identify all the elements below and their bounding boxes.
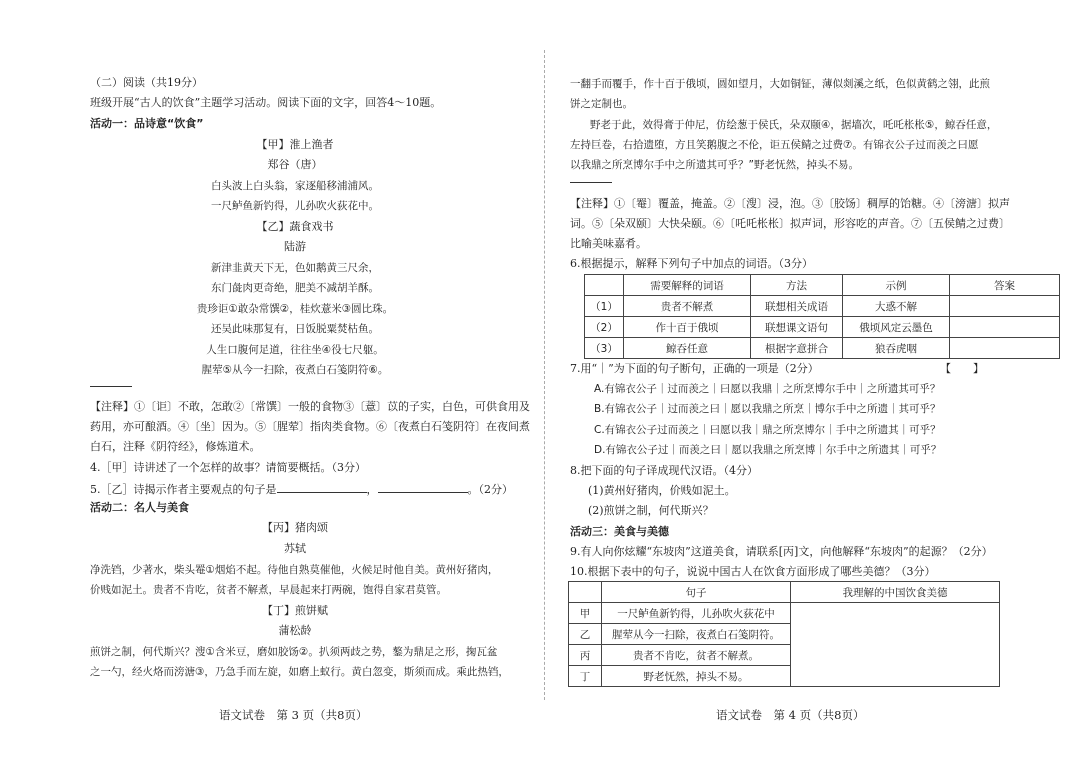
method-cell: 联想课文语句 [751,317,843,338]
bing-author: 苏轼 [284,542,306,555]
table-row [585,296,1060,317]
bing-title: 【丙】猪肉颂 [262,521,328,534]
note-line: 药用，亦可酿酒。④〔坐〕因为。⑤〔腥荤〕指肉类食物。⑥〔夜煮白石笺阴符〕在夜间煮 [90,420,530,433]
table-row [569,603,1000,624]
table-header-cell: 方法 [751,275,843,296]
question-8-item: (2)煎饼之制，何代斯兴？ [588,504,714,517]
note-line: 【注释】①〔讵〕不敢，怎敢②〔常馔〕一般的食物③〔薏〕苡的子实，白色，可供食用及 [90,400,530,413]
table-header-cell: 答案 [950,275,1060,296]
example-cell: 狼吞虎咽 [843,338,950,359]
activity-1-heading: 活动一：品诗意“饮食” [90,117,204,130]
bing-text-line: 净洗铛，少著水，柴头罨①烟焰不起。待他自熟莫催他，火候足时他自美。黄州好猪肉， [90,564,499,576]
ding-text-line: 煎饼之制，何代斯兴？溲①含米豆，磨如胶饧②。扒须两歧之势，鏊为鼎足之形，掬瓦盆 [90,646,498,658]
poem-yi-line: 人生口腹何足道，往往坐④役七尺躯。 [206,344,384,356]
word-cell: 鲸吞任意 [624,338,751,359]
ding-author: 蒲松龄 [278,624,312,637]
table-header-cell: 需要解释的词语 [624,275,751,296]
page-footer: 语文试卷 第 4 页（共8页） [716,708,865,722]
ding-para2-line: 野老于此，效得膏于仲尼，仿绘葱于侯氏，朵双颐④，据墙次，吒吒枨枨⑤，鲸吞任意， [590,119,998,131]
poem-yi-line: 还吴此味那复有，日饭脱粟焚枯鱼。 [211,323,379,335]
sentence-cell: 腥荤从今一扫除，夜煮白石笺阴符。 [602,624,791,645]
note-line: 词。⑤〔朵双颐〕大快朵颐。⑥〔吒吒枨枨〕拟声词，形容吃的声音。⑦〔五侯鲭之过费〕 [570,217,1010,230]
note-line: 【注释】①〔罨〕覆盖，掩盖。②〔溲〕浸，泡。③〔胶饧〕稠厚的饴糖。④〔滂溏〕拟声 [570,197,1010,210]
ding-para2-line: 以我鼎之所烹博尔手中之所遗其可乎？”野老怃然，掉头不易。 [570,159,859,171]
option-d[interactable]: D.有锦衣公子过｜而羡之曰｜愿以我鼎之所烹博｜尔手中之所遗其｜可乎？ [594,444,942,456]
virtue-answer-cell[interactable] [791,603,1000,687]
option-a[interactable]: A.有锦衣公子｜过而羡之｜曰愿以我鼎｜之所烹博尔手中｜之所遗其可乎？ [594,383,941,395]
row-number: （2） [585,317,624,338]
table-header-cell: 示例 [843,275,950,296]
method-cell: 根据字意拼合 [751,338,843,359]
answer-cell[interactable] [950,338,1060,359]
ding-title: 【丁】煎饼赋 [262,604,328,617]
section-title: （二）阅读（共19分） [90,76,203,89]
answer-cell[interactable] [950,317,1060,338]
poem-jia-line: 白头波上白头翁，家逐船移浦浦风。 [211,180,379,192]
row-number: （3） [585,338,624,359]
table-header-cell: 句子 [602,582,791,603]
question-8-item: (1)黄州好猪肉，价贱如泥土。 [588,484,736,497]
ding-para2-line: 左持巨卷，右拾遗堕，方且笑鹅腹之不伦，讵五侯鲭之过费⑦。有锦衣公子过而羡之曰愿 [570,139,979,151]
poem-yi-line: 腥荤⑤从今一扫除，夜煮白石笺阴符⑥。 [201,364,389,376]
question-8: 8.把下面的句子译成现代汉语。（4分） [570,464,758,477]
poem-jia-line: 一尺鲈鱼新钓得，儿孙吹火荻花中。 [211,200,379,212]
intro-text: 班级开展“古人的饮食”主题学习活动。阅读下面的文字，回答4～10题。 [90,96,442,109]
table-row [585,317,1060,338]
activity-3-heading: 活动三：美食与美德 [570,525,669,538]
ding-cont-line: 饼之定制也。 [570,98,633,110]
sentence-cell: 一尺鲈鱼新钓得，儿孙吹火荻花中 [602,603,791,624]
row-label: 甲 [569,603,602,624]
question-5 [90,482,513,497]
table-header-row [569,582,1000,603]
poem-yi-author: 陆游 [284,240,306,253]
bing-text-line: 价贱如泥土。贵者不肯吃，贫者不解煮，早晨起来打两碗，饱得自家君莫管。 [90,584,447,596]
row-number: （1） [585,296,624,317]
poem-yi-line: 新津韭黄天下无，色如鹅黄三尺余， [211,262,379,274]
question-5-separator: ， [366,483,378,496]
poem-jia-title: 【甲】淮上渔者 [256,138,334,151]
note-separator [90,386,132,387]
answer-cell[interactable] [950,296,1060,317]
row-label: 乙 [569,624,602,645]
question-4: 4.［甲］诗讲述了一个怎样的故事？请简要概括。（3分） [90,461,366,474]
vocab-table [584,274,1060,359]
table-header-row [585,275,1060,296]
sentence-cell: 野老怃然，掉头不易。 [602,666,791,687]
poem-yi-line: 贵珍讵①敢杂常馔②，桂炊薏米③圆比珠。 [196,303,394,315]
table-row [585,338,1060,359]
option-c[interactable]: C.有锦衣公子过而羡之｜曰愿以我｜鼎之所烹博尔｜手中之所遗其｜可乎？ [594,424,941,436]
method-cell: 联想相关成语 [751,296,843,317]
table-header-cell [569,582,602,603]
question-6: 6.根据提示，解释下列句子中加点的词语。（3分） [570,257,813,270]
word-cell: 作十百于俄顷 [624,317,751,338]
answer-blank-2[interactable] [378,482,468,493]
poem-yi-line: 东门彘肉更奇绝，肥美不减胡羊酥。 [211,282,379,294]
table-header-cell [585,275,624,296]
word-cell: 贵者不解煮 [624,296,751,317]
page-footer: 语文试卷 第 3 页（共8页） [219,708,368,722]
poem-jia-author: 郑谷（唐） [267,158,323,171]
table-header-cell: 我理解的中国饮食美德 [791,582,1000,603]
row-label: 丙 [569,645,602,666]
page-4 [548,0,1080,763]
page-divider [544,50,545,700]
activity-2-heading: 活动二：名人与美食 [90,501,189,514]
answer-blank-1[interactable] [277,482,367,493]
question-7: 7.用“｜”为下面的句子断句，正确的一项是（2分） [570,362,819,375]
note-separator [570,182,612,183]
virtue-table [568,581,1000,687]
option-b[interactable]: B.有锦衣公子｜过而羡之曰｜愿以我鼎之所烹｜博尔手中之所遗｜其可乎？ [594,403,941,415]
sentence-cell: 贵者不肯吃，贫者不解煮。 [602,645,791,666]
question-10: 10.根据下表中的句子，说说中国古人在饮食方面形成了哪些美德？（3分） [570,565,936,578]
note-line: 白石，注释《阴符经》，修炼道术。 [90,440,261,453]
example-cell: 大惑不解 [843,296,950,317]
example-cell: 俄顷风定云墨色 [843,317,950,338]
ding-cont-line: 一翻手而覆手，作十百于俄顷，圆如望月，大如铜钲，薄似剡溪之纸，色似黄鹤之翎，此煎 [570,78,990,90]
answer-bracket[interactable]: 【 】 [940,362,984,375]
question-9: 9.有人向你炫耀“东坡肉”这道美食，请联系[丙]文，向他解释“东坡肉”的起源？（2分） [570,545,993,558]
note-line: 比喻美味嘉肴。 [570,237,647,250]
poem-yi-title: 【乙】蔬食戏书 [256,220,334,233]
ding-text-line: 之一勺，经火烙而滂溏③，乃急手而左旋，如磨上蚁行。黄白忽变，斯须而成。乘此热铛， [90,666,509,678]
question-5-prefix: 5.［乙］诗揭示作者主要观点的句子是 [90,483,277,496]
row-label: 丁 [569,666,602,687]
question-5-suffix: 。（2分） [467,483,513,496]
